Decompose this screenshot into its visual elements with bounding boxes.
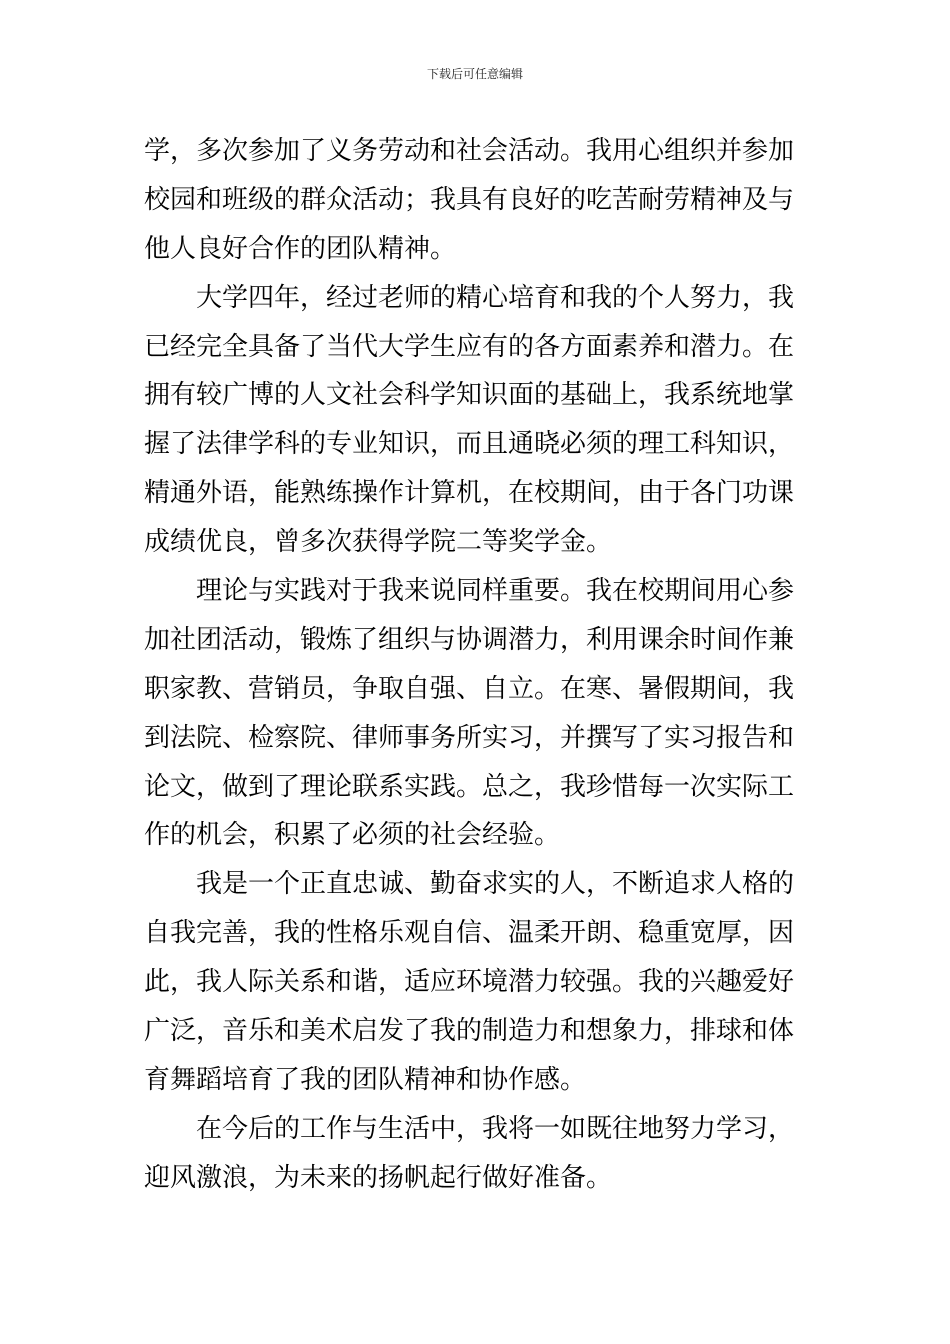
page-header: 下载后可任意编辑 xyxy=(426,67,523,81)
text-line: 此，我人际关系和谐，适应环境潜力较强。我的兴趣爱好 xyxy=(144,967,795,998)
text-line: 握了法律学科的专业知识，而且通晓必须的理工科知识， xyxy=(144,429,795,460)
text-line: 广泛，音乐和美术启发了我的制造力和想象力，排球和体 xyxy=(144,1016,795,1047)
text-line: 作的机会，积累了必须的社会经验。 xyxy=(144,820,561,851)
text-line: 自我完善，我的性格乐观自信、温柔开朗、稳重宽厚，因 xyxy=(144,918,795,949)
paragraph-first-line: 理论与实践对于我来说同样重要。我在校期间用心参 xyxy=(196,576,795,607)
paragraph-first-line: 大学四年，经过老师的精心培育和我的个人努力，我 xyxy=(196,282,795,313)
text-line: 论文，做到了理论联系实践。总之，我珍惜每一次实际工 xyxy=(144,771,795,802)
text-line: 精通外语，能熟练操作计算机，在校期间，由于各门功课 xyxy=(144,478,795,509)
text-line: 拥有较广博的人文社会科学知识面的基础上，我系统地掌 xyxy=(144,380,795,411)
text-line: 加社团活动，锻炼了组织与协调潜力，利用课余时间作兼 xyxy=(144,624,795,655)
text-line: 职家教、营销员，争取自强、自立。在寒、暑假期间，我 xyxy=(144,673,795,704)
paragraph-first-line: 我是一个正直忠诚、勤奋求实的人，不断追求人格的 xyxy=(196,869,795,900)
text-line: 已经完全具备了当代大学生应有的各方面素养和潜力。在 xyxy=(144,331,795,362)
text-line: 迎风激浪，为未来的扬帆起行做好准备。 xyxy=(144,1162,613,1193)
text-line: 校园和班级的群众活动；我具有良好的吃苦耐劳精神及与 xyxy=(144,184,795,215)
text-line: 他人良好合作的团队精神。 xyxy=(144,233,457,264)
text-line: 成绩优良，曾多次获得学院二等奖学金。 xyxy=(144,527,613,558)
text-line: 育舞蹈培育了我的团队精神和协作感。 xyxy=(144,1064,587,1095)
paragraph-first-line: 在今后的工作与生活中，我将一如既往地努力学习， xyxy=(196,1113,795,1144)
text-line: 学，多次参加了义务劳动和社会活动。我用心组织并参加 xyxy=(144,136,795,166)
text-line: 到法院、检察院、律师事务所实习，并撰写了实习报告和 xyxy=(144,722,795,753)
body-text xyxy=(144,127,808,1203)
